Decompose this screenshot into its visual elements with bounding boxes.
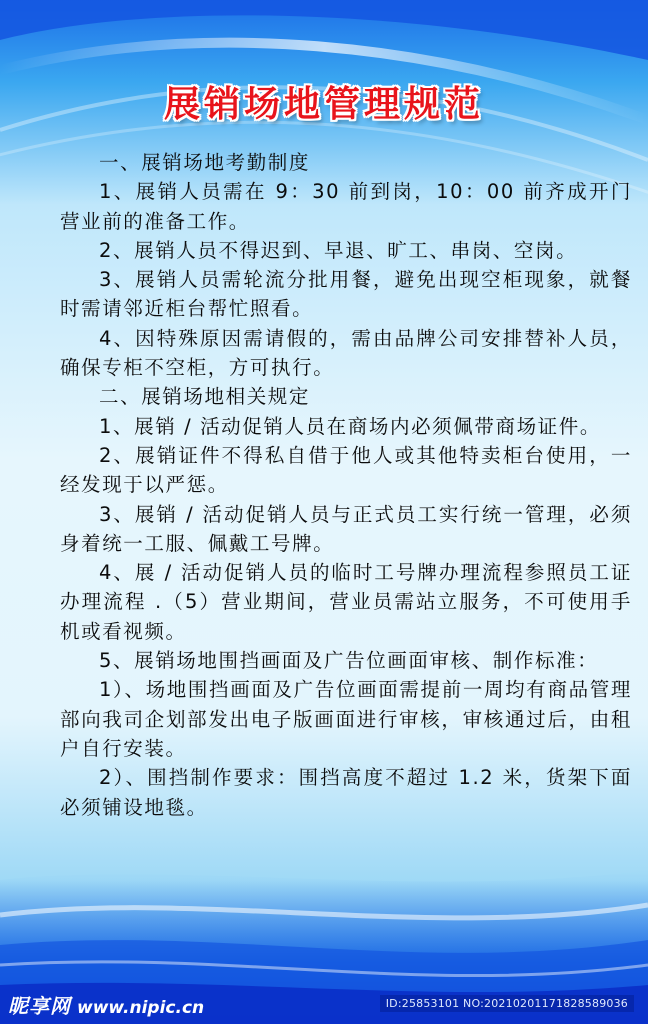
rules-body bbox=[60, 148, 632, 822]
rule-paragraph: 3、展销人员需轮流分批用餐，避免出现空柜现象，就餐时需请邻近柜台帮忙照看。 bbox=[60, 268, 632, 321]
rule-paragraph: 4、展 / 活动促销人员的临时工号牌办理流程参照员工证办理流程 .（5）营业期间，营业员需站立服务，不可使用手机或看视频。 bbox=[60, 561, 632, 643]
section-heading-regulations: 二、展销场地相关规定 bbox=[99, 385, 311, 409]
section-heading-attendance: 一、展销场地考勤制度 bbox=[99, 151, 311, 174]
rule-paragraph: 1、展销人员需在 9：30 前到岗，10：00 前齐成开门营业前的准备工作。 bbox=[60, 180, 632, 233]
rule-paragraph: 1）、场地围挡画面及广告位画面需提前一周均有商品管理部向我司企划部发出电子版画面进行审核，审核通过后，由租户自行安装。 bbox=[60, 678, 632, 760]
rule-paragraph: 5、展销场地围挡画面及广告位画面审核、制作标准： bbox=[99, 649, 599, 673]
rule-paragraph: 2、展销证件不得私自借于他人或其他特卖柜台使用，一经发现于以严惩。 bbox=[60, 443, 632, 497]
rule-paragraph: 2）、围挡制作要求：围挡高度不超过 1.2 米，货架下面必须铺设地毯。 bbox=[60, 766, 632, 819]
rule-paragraph: 3、展销 / 活动促销人员与正式员工实行统一管理，必须身着统一工服、佩戴工号牌。 bbox=[60, 502, 632, 555]
watermark-logo bbox=[8, 990, 204, 1018]
rule-paragraph: 1、展销 / 活动促销人员在商场内必须佩带商场证件。 bbox=[99, 414, 601, 438]
rule-paragraph: 2、展销人员不得迟到、早退、旷工、串岗、空岗。 bbox=[99, 238, 578, 262]
watermark-url: www.nipic.cn bbox=[77, 998, 205, 1018]
watermark-brand: 昵享网 bbox=[8, 994, 71, 1018]
poster-title: 展销场地管理规范 bbox=[163, 84, 484, 125]
rule-paragraph: 4、因特殊原因需请假的，需由品牌公司安排替补人员，确保专柜不空柜，方可执行。 bbox=[60, 326, 632, 380]
watermark-id: ID:25853101 NO:20210201171828589036 bbox=[380, 995, 634, 1012]
